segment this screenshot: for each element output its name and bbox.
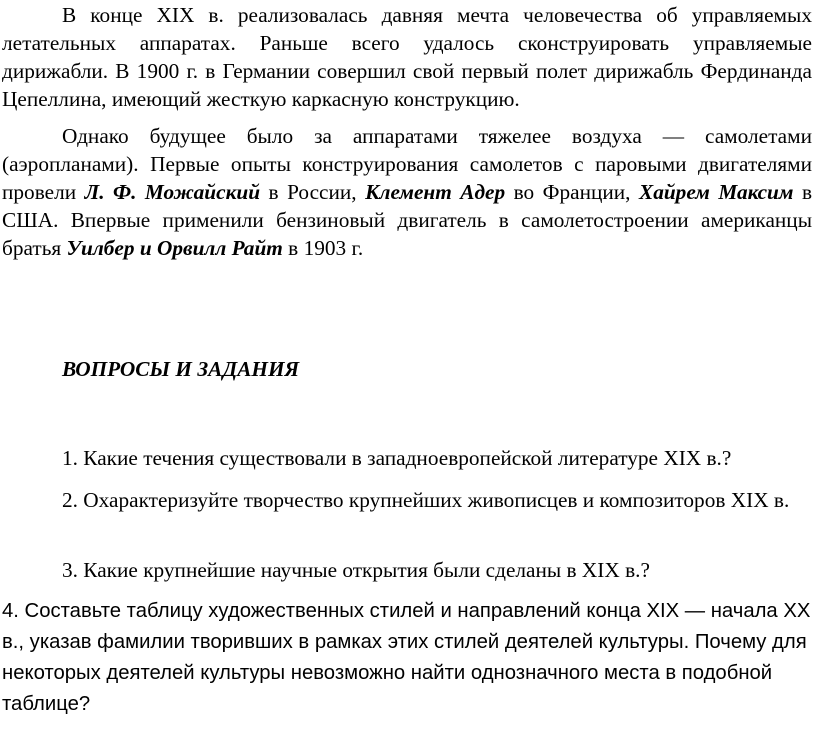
question-3: 3. Какие крупнейшие научные открытия были сделаны в XIX в.? — [62, 558, 650, 582]
name-wright-brothers: Уилбер и Орвилл Райт — [66, 236, 283, 260]
paragraph-airplanes-text-4: в США. Впервые применили бензиновый двигатель в самолетостроении американцы братья — [2, 180, 812, 260]
question-1: 1. Какие течения существовали в западноевропейской литературе XIX в.? — [62, 446, 732, 470]
name-maxim: Хайрем Максим — [638, 180, 794, 204]
section-heading: ВОПРОСЫ И ЗАДАНИЯ — [62, 357, 300, 381]
question-4: 4. Составьте таблицу художественных стилей и направлений конца XIX — начала XX в., указав фамилии творивших в рамках этих стилей деятелей культуры. Почему для некоторых деятелей культуры невозможно найти однозначного места в подобной таблице? — [2, 600, 811, 715]
paragraph-airships: В конце XIX в. реализовалась давняя мечта человечества об управляемых летательных аппаратах. Раньше всего удалось сконструировать управляемые дирижабли. В 1900 г. в Германии совершил свой первый полет дирижабль Фердинанда Цепеллина, имеющий жесткую каркасную конструкцию. — [2, 3, 812, 111]
paragraph-airplanes-text-2: в России, — [260, 180, 366, 204]
paragraph-airplanes-text-1: Однако будущее было за аппаратами тяжелее воздуха — самолетами (аэропланами). Первые опыты конструирования самолетов с паровыми двигателями провели — [2, 124, 812, 204]
paragraph-airplanes-text-3: во Франции, — [505, 180, 639, 204]
name-ader: Клемент Адер — [365, 180, 506, 204]
question-2: 2. Охарактеризуйте творчество крупнейших живописцев и композиторов XIX в. — [62, 488, 790, 512]
paragraph-airplanes — [2, 122, 812, 262]
name-mozhaisky: Л. Ф. Можайский — [84, 180, 261, 204]
paragraph-airplanes-text-5: в 1903 г. — [282, 236, 364, 260]
